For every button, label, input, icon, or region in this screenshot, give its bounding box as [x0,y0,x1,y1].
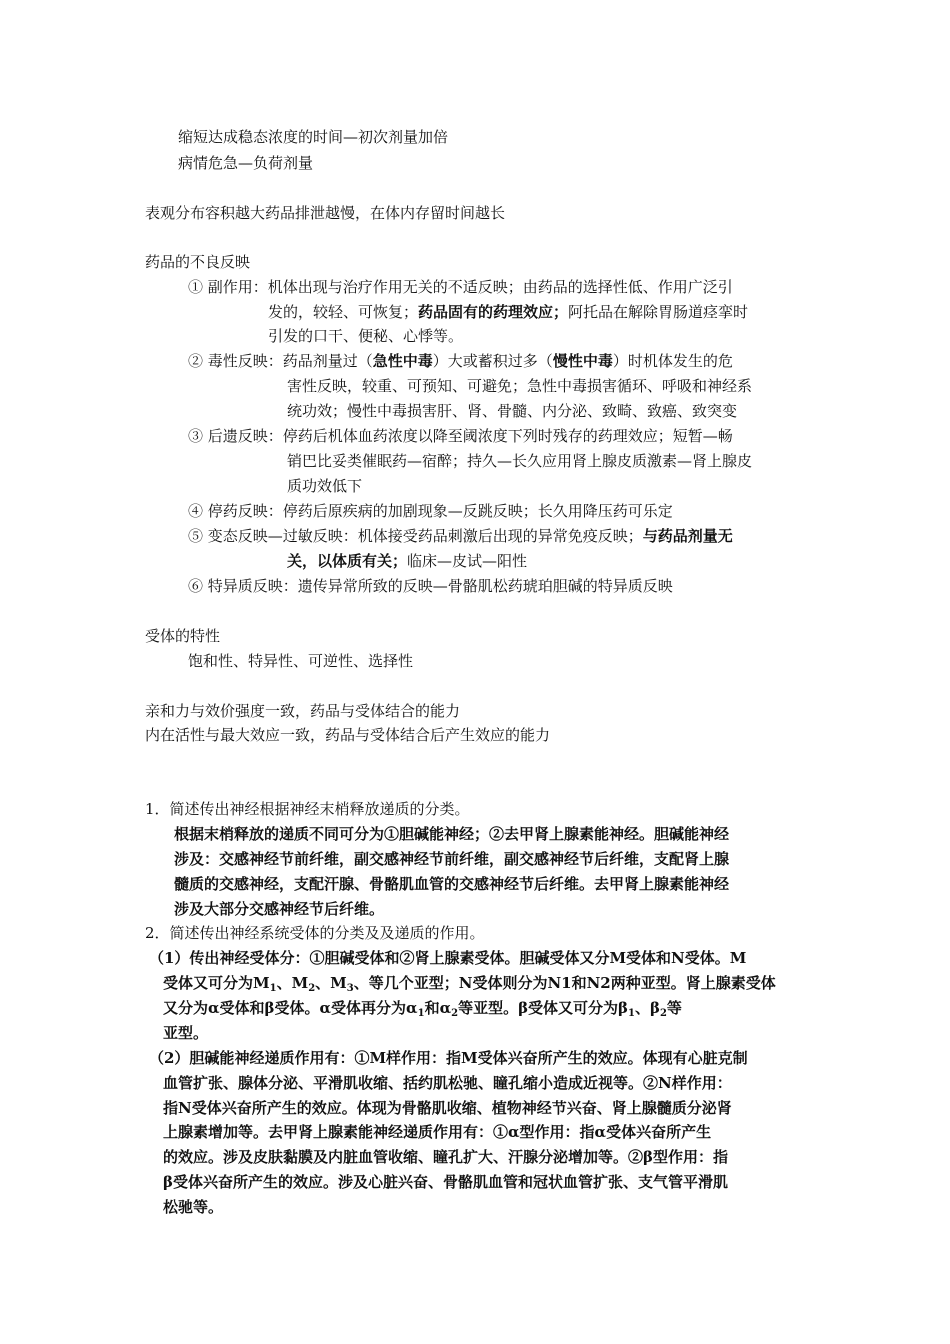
receptor-traits: 饱和性、特异性、可逆性、选择性 [188,652,414,670]
answer-1-line-2: 涉及：交感神经节前纤维，副交感神经节前纤维，副交感神经节后纤维，支配肾上腺 [174,850,730,868]
answer-1-line-3: 髓质的交感神经，支配汗腺、骨骼肌血管的交感神经节后纤维。去甲肾上腺素能神经 [174,875,730,893]
answer-2-p1-line-4: 亚型。 [163,1024,209,1042]
answer-1-line-1: 根据末梢释放的递质不同可分为①胆碱能神经；②去甲肾上腺素能神经。胆碱能神经 [174,825,730,843]
answer-2-p1-line-1: （1）传出神经受体分：①胆碱受体和②肾上腺素受体。胆碱受体又分M受体和N受体。M [149,949,747,967]
side-effect-line-2 [268,301,748,323]
p1l3-c: 等亚型。β受体又可分为β [458,999,629,1017]
side-effect-example: 阿托品在解除胃肠道痉挛时 [568,303,749,321]
pk-line-1: 缩短达成稳态浓度的时间—初次剂量加倍 [178,128,449,146]
p1l2-a: 受体又可分为M [163,974,270,992]
answer-2-p2-line-4: 上腺素增加等。去甲肾上腺素能神经递质作用有：①α型作用：指α受体兴奋所产生 [163,1123,712,1141]
p1l3-a: 又分为α受体和β受体。α受体再分为α [163,999,418,1017]
answer-1-line-4: 涉及大部分交感神经节后纤维。 [174,900,385,918]
idiosyncratic-line: ⑥ 特异质反映：遗传异常所致的反映—骨骼肌松药琥珀胆碱的特异质反映 [188,577,673,595]
affinity-line: 亲和力与效价强度一致，药品与受体结合的能力 [145,702,461,720]
toxic-chronic: 慢性中毒 [552,352,613,370]
answer-2-p2-line-2: 血管扩张、腺体分泌、平滑肌收缩、括约肌松驰、瞳孔缩小造成近视等。②N样作用： [163,1074,732,1092]
p1l3-sub-3: 1 [628,1008,635,1019]
side-effect-line-1: ① 副作用：机体出现与治疗作用无关的不适反映；由药品的选择性低、作用广泛引 [188,278,733,296]
residual-line-2: 销巴比妥类催眠药—宿醉；持久—长久应用肾上腺皮质激素—肾上腺皮 [287,452,753,470]
p1l3-d: 、β [634,999,660,1017]
p1l3-sub-4: 2 [659,1008,667,1019]
answer-2-p2-line-5: 的效应。涉及皮肤黏膜及内脏血管收缩、瞳孔扩大、汗腺分泌增加等。②β型作用：指 [163,1148,728,1166]
withdrawal-line: ④ 停药反映：停药后原疾病的加剧现象—反跳反映；长久用降压药可乐定 [188,502,673,520]
p1l2-sub-3: 3 [346,983,354,994]
p1l3-e: 等 [666,999,682,1017]
p1l3-sub-2: 2 [451,1008,459,1019]
residual-line-1: ③ 后遗反映：停药后机体血药浓度以降至阈浓度下列时残存的药理效应；短暂—畅 [188,427,733,445]
toxic-acute: 急性中毒 [372,352,433,370]
intrinsic-line: 内在活性与最大效应一致，药品与受体结合后产生效应的能力 [145,726,551,744]
answer-2-p1-line-2 [163,972,776,1000]
allergy-line-1 [188,525,733,547]
p1l2-b: 、M [276,974,309,992]
side-effect-line-3: 引发的口干、便秘、心悸等。 [268,327,464,345]
side-effect-emphasis: 药品固有的药理效应； [418,303,569,321]
pk-line-3: 表观分布容积越大药品排泄越慢，在体内存留时间越长 [145,204,506,222]
answer-2-p2-line-7: 松驰等。 [163,1198,224,1216]
allergy-emphasis: 与药品剂量无 [642,527,733,545]
toxic-text-c: ）大或蓄积过多（ [432,352,553,370]
toxic-line-3: 统功效；慢性中毒损害肝、肾、骨髓、内分泌、致畸、致癌、致突变 [287,402,738,420]
pk-line-2: 病情危急—负荷剂量 [178,154,314,172]
allergy-text: ⑤ 变态反映—过敏反映：机体接受药品刺激后出现的异常免疫反映； [188,527,643,545]
answer-2-p2-line-1: （2）胆碱能神经递质作用有：①M样作用：指M受体兴奋所产生的效应。体现有心脏克制 [149,1049,748,1067]
allergy-test: 临床—皮试—阳性 [407,552,528,570]
p1l2-sub-2: 2 [308,983,316,994]
residual-line-3: 质功效低下 [287,477,363,495]
answer-2-p2-line-3: 指N受体兴奋所产生的效应。体现为骨骼肌收缩、植物神经节兴奋、肾上腺髓质分泌肾 [163,1099,732,1117]
question-2: 2．简述传出神经系统受体的分类及及递质的作用。 [145,924,485,942]
p1l3-b: 和α [424,999,452,1017]
p1l3-sub-1: 1 [417,1008,425,1019]
answer-2-p1-line-3 [163,997,682,1025]
allergy-line-2 [287,550,527,572]
toxic-text-a: ② 毒性反映：药品剂量过（ [188,352,373,370]
p1l2-d: 、等几个亚型；N受体则分为N1和N2两种亚型。肾上腺素受体 [353,974,776,992]
toxic-line-1 [188,350,733,372]
allergy-emphasis-2: 关，以体质有关； [287,552,408,570]
p1l2-sub-1: 1 [269,983,277,994]
question-1: 1．简述传出神经根据神经末梢释放递质的分类。 [145,800,470,818]
p1l2-c: 、M [315,974,347,992]
adverse-heading: 药品的不良反映 [145,253,251,271]
toxic-line-2: 害性反映，较重、可预知、可避免；急性中毒损害循环、呼吸和神经系 [287,377,753,395]
answer-2-p2-line-6: β受体兴奋所产生的效应。涉及心脏兴奋、骨骼肌血管和冠状血管扩张、支气管平滑肌 [163,1173,728,1191]
side-effect-text: 发的，较轻、可恢复； [268,303,419,321]
receptor-heading: 受体的特性 [145,627,221,645]
toxic-text-e: ）时机体发生的危 [612,352,733,370]
